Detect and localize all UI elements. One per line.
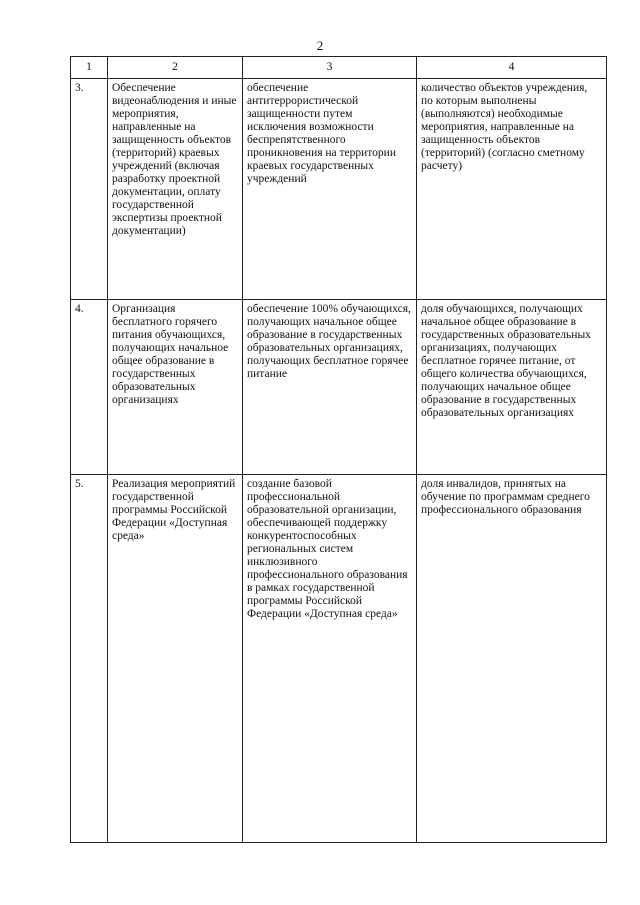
indicator-text: количество объектов учреждения, по которым выполнены (выполняются) необходимые мероприятия, направленные на защищенность объектов (территорий) (согласно сметному расчету) — [421, 82, 588, 172]
event-text: Реализация мероприятий государственной программы Российской Федерации «Доступная среда» — [112, 478, 236, 542]
event-text: Организация бесплатного горячего питания обучающихся, получающих начальное общее образование в государственных образовательных организациях — [112, 303, 229, 406]
page-number: 2 — [316, 38, 324, 53]
indicator-text: доля инвалидов, принятых на обучение по программам среднего профессионального образования — [421, 478, 590, 516]
goal-text: обеспечение антитеррористической защищенности путем исключения возможности беспрепятственного проникновения на территории краевых государственных учреждений — [247, 82, 396, 185]
event-cell — [108, 300, 243, 475]
goal-text: обеспечение 100% обучающихся, получающих начальное общее образование в государственных образовательных организациях, получающих бесплатное горячее питание — [247, 303, 411, 380]
row-number: 3. — [71, 79, 108, 300]
goal-text: создание базовой профессиональной образовательной организации, обеспечивающей поддержку конкурентоспособных региональных систем инклюзивного профессионального образования в рамках государственной программы Российской Федерации «Доступная среда» — [247, 478, 408, 620]
column-number-1: 1 — [71, 57, 108, 79]
goal-cell — [243, 475, 417, 843]
indicator-cell — [417, 79, 607, 300]
table-row — [71, 79, 607, 300]
column-number-2: 2 — [108, 57, 243, 79]
program-table — [70, 56, 607, 843]
event-cell — [108, 475, 243, 843]
column-number-4: 4 — [417, 57, 607, 79]
table-row — [71, 475, 607, 843]
indicator-cell — [417, 300, 607, 475]
goal-cell — [243, 79, 417, 300]
table-header-row — [71, 57, 607, 79]
event-cell — [108, 79, 243, 300]
event-text: Обеспечение видеонаблюдения и иные мероприятия, направленные на защищенность объектов (территорий) краевых учреждений (включая разработку проектной документации, оплату государственной экспертизы проектной документации) — [112, 82, 237, 237]
goal-cell — [243, 300, 417, 475]
indicator-cell — [417, 475, 607, 843]
column-number-3: 3 — [243, 57, 417, 79]
indicator-text: доля обучающихся, получающих начальное общее образование в государственных образовательных организациях, получающих бесплатное горячее питание, от общего количества обучающихся, получающих начальное общее образование в государственных образовательных организациях — [421, 303, 591, 419]
row-number: 4. — [71, 300, 108, 475]
row-number: 5. — [71, 475, 108, 843]
table-row — [71, 300, 607, 475]
